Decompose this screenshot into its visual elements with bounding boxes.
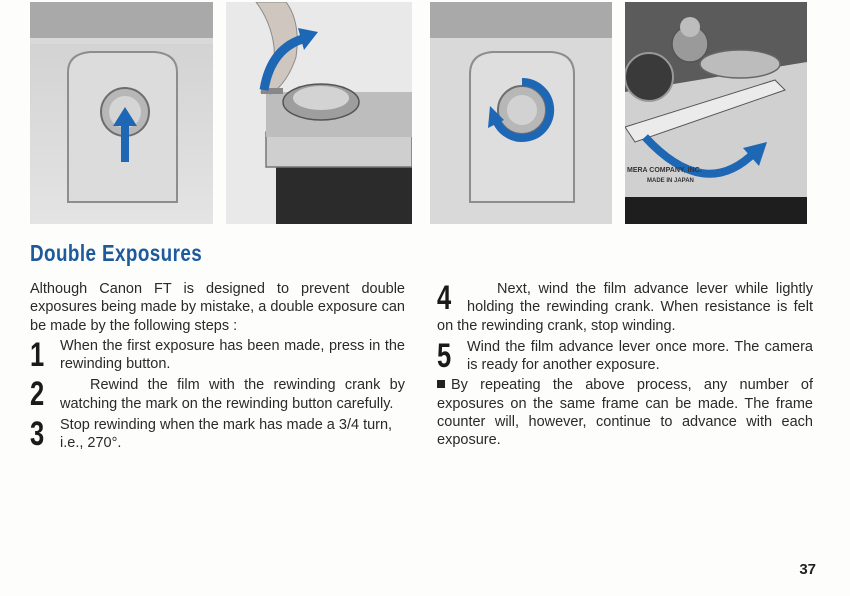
step-3 — [30, 416, 405, 453]
photo-rewind-mark-rotation — [430, 2, 612, 224]
photo-rewind-crank — [226, 2, 412, 224]
step-text: When the first exposure has been made, press in the rewinding button. — [60, 337, 405, 373]
step-4 — [437, 280, 813, 335]
photo-rewind-button-press — [30, 2, 213, 224]
left-column — [30, 280, 405, 453]
step-text: Stop rewinding when the mark has made a 3/4 turn, i.e., 270°. — [60, 417, 393, 452]
step-number: 5 — [437, 336, 452, 375]
square-bullet-icon — [437, 380, 445, 388]
intro-paragraph: Although Canon FT is designed to prevent double exposures being made by mistake, a double exposure can be made by the following steps : — [30, 281, 405, 334]
note-paragraph — [437, 376, 813, 449]
step-number: 4 — [437, 279, 452, 317]
step-text: Wind the film advance lever once more. The camera is ready for another exposure. — [467, 338, 813, 374]
step-5 — [437, 338, 813, 375]
step-number: 1 — [30, 335, 45, 374]
note-text: By repeating the above process, any number of exposures on the same frame can be made. The frame counter will, however, continue to advance with each exposure. — [437, 377, 813, 449]
step-text: Next, wind the film advance lever while lightly holding the rewinding crank. When resistance is felt on the rewinding crank, stop winding. — [437, 281, 813, 334]
right-column — [437, 280, 813, 450]
step-number: 2 — [30, 375, 45, 414]
photo-label-made-in: MADE IN JAPAN — [647, 178, 694, 184]
photo-film-advance-lever — [625, 2, 807, 224]
photo-label-company: MERA COMPANY, INC. — [627, 167, 702, 174]
step-1 — [30, 337, 405, 374]
step-number: 3 — [30, 415, 45, 454]
step-2 — [30, 376, 405, 413]
page-title: Double Exposures — [30, 240, 203, 266]
step-text: Rewind the film with the rewinding crank by watching the mark on the rewinding button carefully. — [60, 377, 405, 412]
page-number: 37 — [799, 561, 816, 578]
